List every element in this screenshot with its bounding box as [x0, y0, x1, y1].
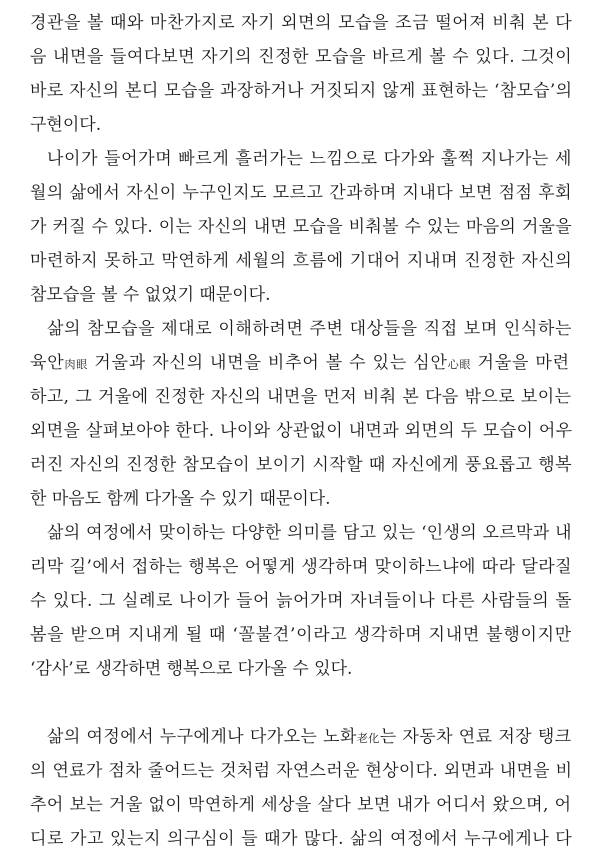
- paragraph-2-line-5: 참모습을 볼 수 없었기 때문이다.: [30, 285, 271, 305]
- paragraph-3-line-4: 외면을 살펴보아야 한다. 나이와 상관없이 내면과 외면의 두 모습이 어우: [30, 421, 573, 441]
- hanja-annotation: 肉眼: [64, 358, 89, 371]
- paragraph-3-line-5: 러진 자신의 진정한 참모습이 보이기 시작할 때 자신에게 풍요롭고 행복: [30, 455, 572, 475]
- line-text-segment: 삶의 여정에서 누구에게나 다가오는 노화: [47, 727, 357, 747]
- paragraph-4-line-4: 봄을 받으며 지내게 될 때 ‘꼴불견’이라고 생각하며 지내면 불행이지만: [30, 625, 572, 645]
- paragraph-5-line-1: [47, 722, 572, 752]
- paragraph-4-line-2: 리막 길’에서 접하는 행복은 어떻게 생각하며 맞이하느냐에 따라 달라질: [30, 557, 572, 577]
- paragraph-2-line-3: 가 커질 수 있다. 이는 자신의 내면 모습을 비춰볼 수 있는 마음의 거울을: [30, 217, 572, 237]
- paragraph-4-line-3: 수 있다. 그 실례로 나이가 들어 늙어가며 자녀들이나 다른 사람들의 돌: [30, 591, 573, 611]
- paragraph-5-line-2: 의 연료가 점차 줄어드는 것처럼 자연스러운 현상이다. 외면과 내면을 비: [30, 761, 573, 781]
- paragraph-3-line-1: 삶의 참모습을 제대로 이해하려면 주변 대상들을 직접 보며 인식하는: [47, 319, 573, 339]
- paragraph-5-line-4: 디로 가고 있는지 의구심이 들 때가 많다. 삶의 여정에서 누구에게나 다: [30, 829, 573, 849]
- paragraph-4-line-5: ‘감사’로 생각하면 행복으로 다가올 수 있다.: [30, 659, 353, 679]
- paragraph-1-line-4: 구현이다.: [30, 115, 102, 135]
- line-text-segment: 거울을 마련: [471, 353, 570, 373]
- paragraph-2-line-4: 마련하지 못하고 막연하게 세월의 흐름에 기대어 지내며 진정한 자신의: [30, 251, 573, 271]
- paragraph-3-line-6: 한 마음도 함께 다가올 수 있기 때문이다.: [30, 489, 331, 509]
- paragraph-4-line-1: 삶의 여정에서 맞이하는 다양한 의미를 담고 있는 ‘인생의 오르막과 내: [47, 523, 572, 543]
- paragraph-3-line-2: [30, 348, 570, 378]
- paragraph-1-line-1: 경관을 볼 때와 마찬가지로 자기 외면의 모습을 조금 떨어져 비춰 본 다: [30, 13, 573, 33]
- line-text-segment: 는 자동차 연료 저장 탱크: [379, 727, 572, 747]
- paragraph-1-line-2: 음 내면을 들여다보면 자기의 진정한 모습을 바르게 볼 수 있다. 그것이: [30, 47, 573, 67]
- paragraph-2-line-1: 나이가 들어가며 빠르게 흘러가는 느낌으로 다가와 훌쩍 지나가는 세: [47, 149, 573, 169]
- paragraph-1-line-3: 바로 자신의 본디 모습을 과장하거나 거짓되지 않게 표현하는 ‘참모습’의: [30, 81, 573, 101]
- paragraph-2-line-2: 월의 삶에서 자신이 누구인지도 모르고 간과하며 지내다 보면 점점 후회: [30, 183, 572, 203]
- line-text-segment: 육안: [30, 353, 65, 373]
- hanja-annotation: 老化: [356, 732, 380, 745]
- hanja-annotation: 心眼: [447, 358, 472, 371]
- line-text-segment: 거울과 자신의 내면을 비추어 볼 수 있는 심안: [88, 353, 448, 373]
- paragraph-3-line-3: 하고, 그 거울에 진정한 자신의 내면을 먼저 비춰 본 다음 밖으로 보이는: [30, 387, 572, 407]
- paragraph-5-line-3: 추어 보는 거울 없이 막연하게 세상을 살다 보면 내가 어디서 왔으며, 어: [30, 795, 572, 815]
